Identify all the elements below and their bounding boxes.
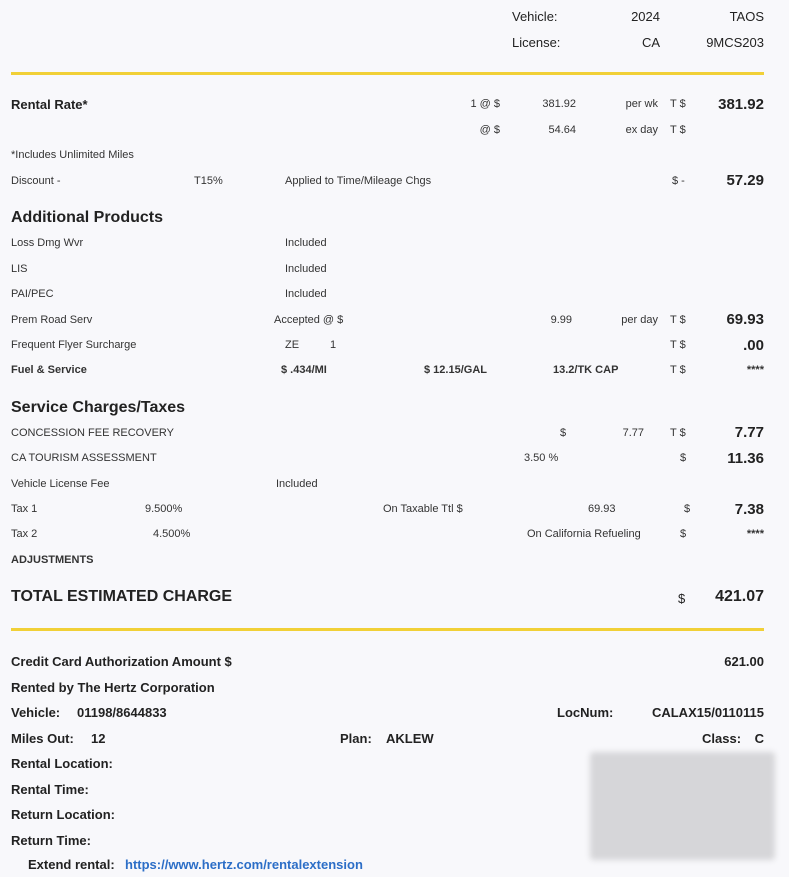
prs-per-day: per day <box>621 314 658 326</box>
return-location-label: Return Location: <box>11 807 115 822</box>
tax2-currency: $ <box>680 528 687 540</box>
additional-products-title: Additional Products <box>11 209 163 226</box>
fuel-mile: $ .434/MI <box>281 364 327 376</box>
class-value: C <box>754 731 764 746</box>
divider-bottom <box>11 628 764 631</box>
rental-rate-label: Rental Rate* <box>11 97 88 112</box>
tax1-rate: 9.500% <box>145 503 183 515</box>
divider-top <box>11 72 764 75</box>
cta-rate: 3.50 % <box>524 452 559 464</box>
cta-amount: 11.36 <box>727 450 764 467</box>
miles-out-label: Miles Out: <box>11 731 74 746</box>
tax1-base: 69.93 <box>588 503 616 515</box>
tax1-amount: 7.38 <box>734 501 764 518</box>
license-plate: 9MCS203 <box>706 35 764 50</box>
miles-out-value: 12 <box>91 731 106 746</box>
ff-qty: 1 <box>330 339 337 351</box>
vlf-label: Vehicle License Fee <box>11 478 110 490</box>
vehicle-year: 2024 <box>631 9 660 24</box>
fuel-cap: 13.2/TK CAP <box>553 364 619 376</box>
total-amount: 421.07 <box>715 588 764 605</box>
weekly-total: 381.92 <box>718 96 764 113</box>
total-currency: $ <box>678 591 686 606</box>
cc-auth-amount: 621.00 <box>724 654 764 669</box>
return-time-label: Return Time: <box>11 833 91 848</box>
prs-accepted: Accepted @ $ <box>274 314 344 326</box>
footer-vehicle-label: Vehicle: <box>11 705 61 720</box>
tax2-amount: **** <box>746 528 764 540</box>
rental-rate-qty: 1 @ $ <box>470 98 500 110</box>
discount-label: Discount - <box>11 175 61 187</box>
discount-amount: 57.29 <box>726 172 764 189</box>
tax1-currency: $ <box>684 503 691 515</box>
locnum-label: LocNum: <box>557 705 614 720</box>
extra-day-t: T $ <box>670 124 686 136</box>
discount-currency: $ - <box>672 175 685 187</box>
cta-label: CA TOURISM ASSESSMENT <box>11 452 157 464</box>
extend-rental-link[interactable]: https://www.hertz.com/rentalextension <box>125 857 363 872</box>
ldw-value: Included <box>285 237 327 249</box>
weekly-rate: 381.92 <box>542 98 576 110</box>
discount-code: T15% <box>194 175 223 187</box>
prs-label: Prem Road Serv <box>11 314 93 326</box>
vehicle-model: TAOS <box>729 9 764 24</box>
plan-value: AKLEW <box>386 731 434 746</box>
cfr-label: CONCESSION FEE RECOVERY <box>11 427 174 439</box>
prs-amount: 69.93 <box>726 311 764 328</box>
prs-t: T $ <box>670 314 686 326</box>
plan-label: Plan: <box>340 731 372 746</box>
pai-value: Included <box>285 288 327 300</box>
locnum-value: CALAX15/0110115 <box>651 705 764 720</box>
license-label: License: <box>512 35 561 50</box>
footer-vehicle-num: 01198/8644833 <box>77 705 167 720</box>
unlimited-miles-note: *Includes Unlimited Miles <box>11 149 134 161</box>
fuel-label: Fuel & Service <box>11 364 87 376</box>
cfr-rate: 7.77 <box>622 427 644 439</box>
cfr-currency: $ <box>560 427 567 439</box>
fuel-gal: $ 12.15/GAL <box>424 364 487 376</box>
cfr-t: T $ <box>670 427 686 439</box>
vlf-value: Included <box>276 478 318 490</box>
fuel-t: T $ <box>670 364 686 376</box>
tax2-on: On California Refueling <box>527 528 641 540</box>
service-charges-title: Service Charges/Taxes <box>11 399 186 416</box>
tax2-rate: 4.500% <box>153 528 191 540</box>
fuel-amount: **** <box>746 364 764 376</box>
lis-label: LIS <box>11 263 28 275</box>
class-label: Class: <box>702 731 742 746</box>
ldw-label: Loss Dmg Wvr <box>11 237 84 249</box>
tax1-label: Tax 1 <box>11 503 38 515</box>
per-wk: per wk <box>625 98 658 110</box>
extra-day-rate: 54.64 <box>548 124 576 136</box>
lis-value: Included <box>285 263 327 275</box>
rental-location-label: Rental Location: <box>11 756 113 771</box>
ex-day: ex day <box>625 124 658 136</box>
tax1-on: On Taxable Ttl $ <box>383 503 463 515</box>
discount-applied: Applied to Time/Mileage Chgs <box>285 175 432 187</box>
redacted-region <box>590 752 775 860</box>
adjustments-label: ADJUSTMENTS <box>11 554 94 566</box>
prs-rate: 9.99 <box>550 314 572 326</box>
extra-day-at: @ $ <box>479 124 500 136</box>
weekly-t: T $ <box>670 98 686 110</box>
pai-label: PAI/PEC <box>11 288 54 300</box>
cta-currency: $ <box>680 452 687 464</box>
total-label: TOTAL ESTIMATED CHARGE <box>11 588 233 605</box>
ff-label: Frequent Flyer Surcharge <box>11 339 137 351</box>
vehicle-label: Vehicle: <box>512 9 558 24</box>
ff-code: ZE <box>285 339 300 351</box>
cc-auth-label: Credit Card Authorization Amount $ <box>11 654 232 669</box>
ff-amount: .00 <box>743 337 764 354</box>
license-state: CA <box>641 35 660 50</box>
rental-time-label: Rental Time: <box>11 782 89 797</box>
rented-by: Rented by The Hertz Corporation <box>11 680 215 695</box>
tax2-label: Tax 2 <box>11 528 38 540</box>
ff-t: T $ <box>670 339 686 351</box>
extend-rental-label: Extend rental: <box>28 857 115 872</box>
cfr-amount: 7.77 <box>734 424 764 441</box>
